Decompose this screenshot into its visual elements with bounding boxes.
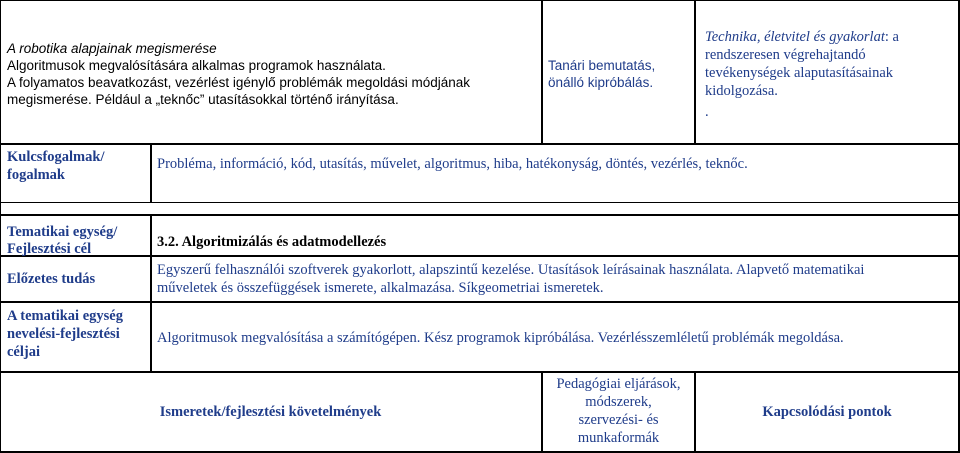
- footer-methods-line-4: munkaformák: [577, 430, 660, 446]
- prior-text-2: műveletek és összefüggések ismerete, alkalmazása. Síkgeometriai ismeretek.: [157, 280, 604, 296]
- goals-bottom: [0, 371, 960, 373]
- topic-title: A robotika alapjainak megismerése: [7, 41, 217, 56]
- topic-line-2: A folyamatos beavatkozást, vezérlést igénylő problémák megoldási módjának: [7, 75, 470, 90]
- footer-methods-line-1: Pedagógiai eljárások,: [556, 376, 681, 392]
- unit-top: [0, 214, 960, 216]
- row1-divider-b: [694, 0, 696, 144]
- prior-text-1: Egyszerű felhasználói szoftverek gyakorlott, alapszintű kezelése. Utasítások leírásainak használata. Alapvető matematikai: [157, 262, 865, 278]
- row1-divider-a: [541, 0, 543, 144]
- prior-bottom: [0, 301, 960, 303]
- unit-label-2: Fejlesztési cél: [7, 241, 92, 257]
- keywords-label-1: Kulcsfogalmak/: [7, 149, 105, 165]
- footer-knowledge-header: Ismeretek/fejlesztési követelmények: [159, 404, 382, 420]
- method-line-2: önálló kipróbálás.: [548, 75, 654, 90]
- goals-label-2: nevelési-fejlesztési: [7, 326, 120, 342]
- connection-rest: : a rendszeresen végrehajtandó tevékenységek alaputasításainak kidolgozása.: [705, 29, 899, 99]
- keywords-bottom: [0, 202, 960, 203]
- connection-subject: Technika, életvitel és gyakorlat: [705, 29, 885, 45]
- goals-label-3: céljai: [7, 344, 41, 360]
- unit-title: 3.2. Algoritmizálás és adatmodellezés: [157, 234, 387, 250]
- footer-methods-line-2: módszerek,: [585, 394, 652, 410]
- keywords-label-2: fogalmak: [7, 167, 65, 183]
- keywords-divider: [150, 143, 152, 203]
- unit-bottom: [0, 255, 960, 257]
- row1-bottom: [0, 143, 960, 145]
- footer-connections-header: Kapcsolódási pontok: [762, 404, 892, 420]
- goals-text: Algoritmusok megvalósítása a számítógépen. Kész programok kipróbálása. Vezérlésszemléletű problémák megoldása.: [157, 330, 844, 346]
- prior-label: Előzetes tudás: [7, 271, 96, 287]
- topic-line-1: Algoritmusok megvalósítására alkalmas programok használata.: [7, 58, 386, 73]
- topic-line-3: megismerése. Például a „teknőc” utasításokkal történő irányítása.: [7, 92, 399, 107]
- footer-methods-line-3: szervezési- és: [578, 412, 659, 428]
- label-column-divider: [150, 214, 152, 372]
- method-line-1: Tanári bemutatás,: [548, 58, 656, 73]
- border-top: [0, 0, 960, 1]
- goals-label-1: A tematikai egység: [7, 308, 123, 324]
- connection-text: [705, 28, 950, 100]
- border-left: [0, 0, 1, 453]
- connection-extra: .: [705, 104, 709, 120]
- unit-label-1: Tematikai egység/: [7, 224, 118, 240]
- keywords-text: Probléma, információ, kód, utasítás, művelet, algoritmus, hiba, hatékonyság, döntés, vezérlés, teknőc.: [157, 156, 748, 172]
